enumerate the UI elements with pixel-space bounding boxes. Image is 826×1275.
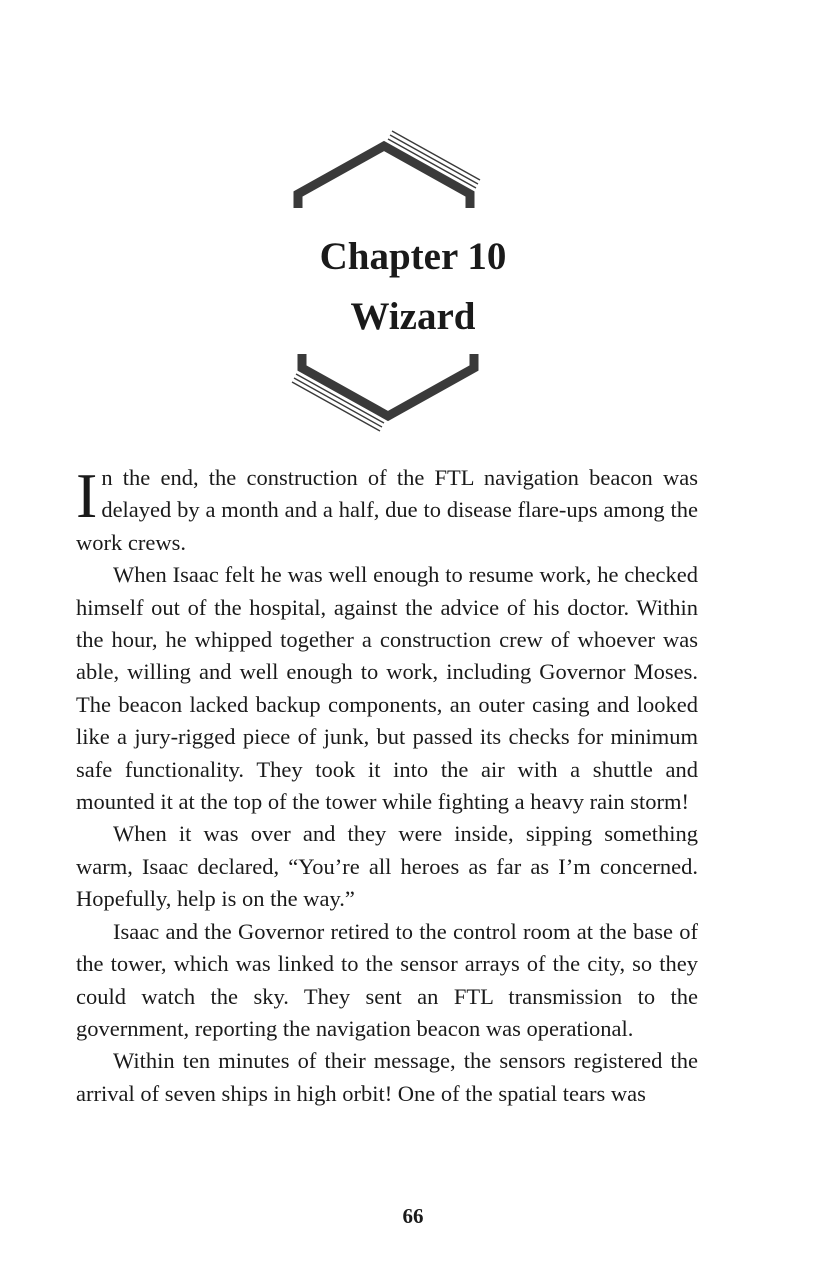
drop-cap: I	[76, 462, 98, 531]
hexagon-bottom-ornament-icon	[290, 352, 482, 432]
paragraph	[76, 462, 698, 559]
paragraph: Isaac and the Governor retired to the control room at the base of the tower, which was linked to the sensor arrays of the city, so they could watch the sky. They sent an FTL transmission to the government, reporting the navigation beacon was operational.	[76, 918, 698, 1041]
page-number: 66	[402, 1204, 424, 1228]
paragraph: When it was over and they were inside, sipping something warm, Isaac declared, “You’re all heroes as far as I’m concerned. Hopefully, help is on the way.”	[76, 821, 698, 912]
chapter-number: Chapter 10	[319, 235, 507, 278]
paragraph-text: n the end, the construction of the FTL navigation beacon was delayed by a month and a half, due to disease flare-ups among the work crews.	[76, 465, 698, 555]
chapter-title: Wizard	[350, 295, 476, 338]
paragraph: Within ten minutes of their message, the sensors registered the arrival of seven ships in high orbit! One of the spatial tears was	[76, 1048, 698, 1106]
chapter-body	[76, 462, 698, 1152]
hexagon-top-ornament-icon	[290, 130, 482, 210]
paragraph: When Isaac felt he was well enough to resume work, he checked himself out of the hospital, against the advice of his doctor. Within the hour, he whipped together a construction crew of whoever was able, willing and well enough to work, including Governor Moses. The beacon lacked backup components, an outer casing and looked like a jury-rigged piece of junk, but passed its checks for minimum safe functionality. They took it into the air with a shuttle and mounted it at the top of the tower while fighting a heavy rain storm!	[76, 562, 698, 815]
